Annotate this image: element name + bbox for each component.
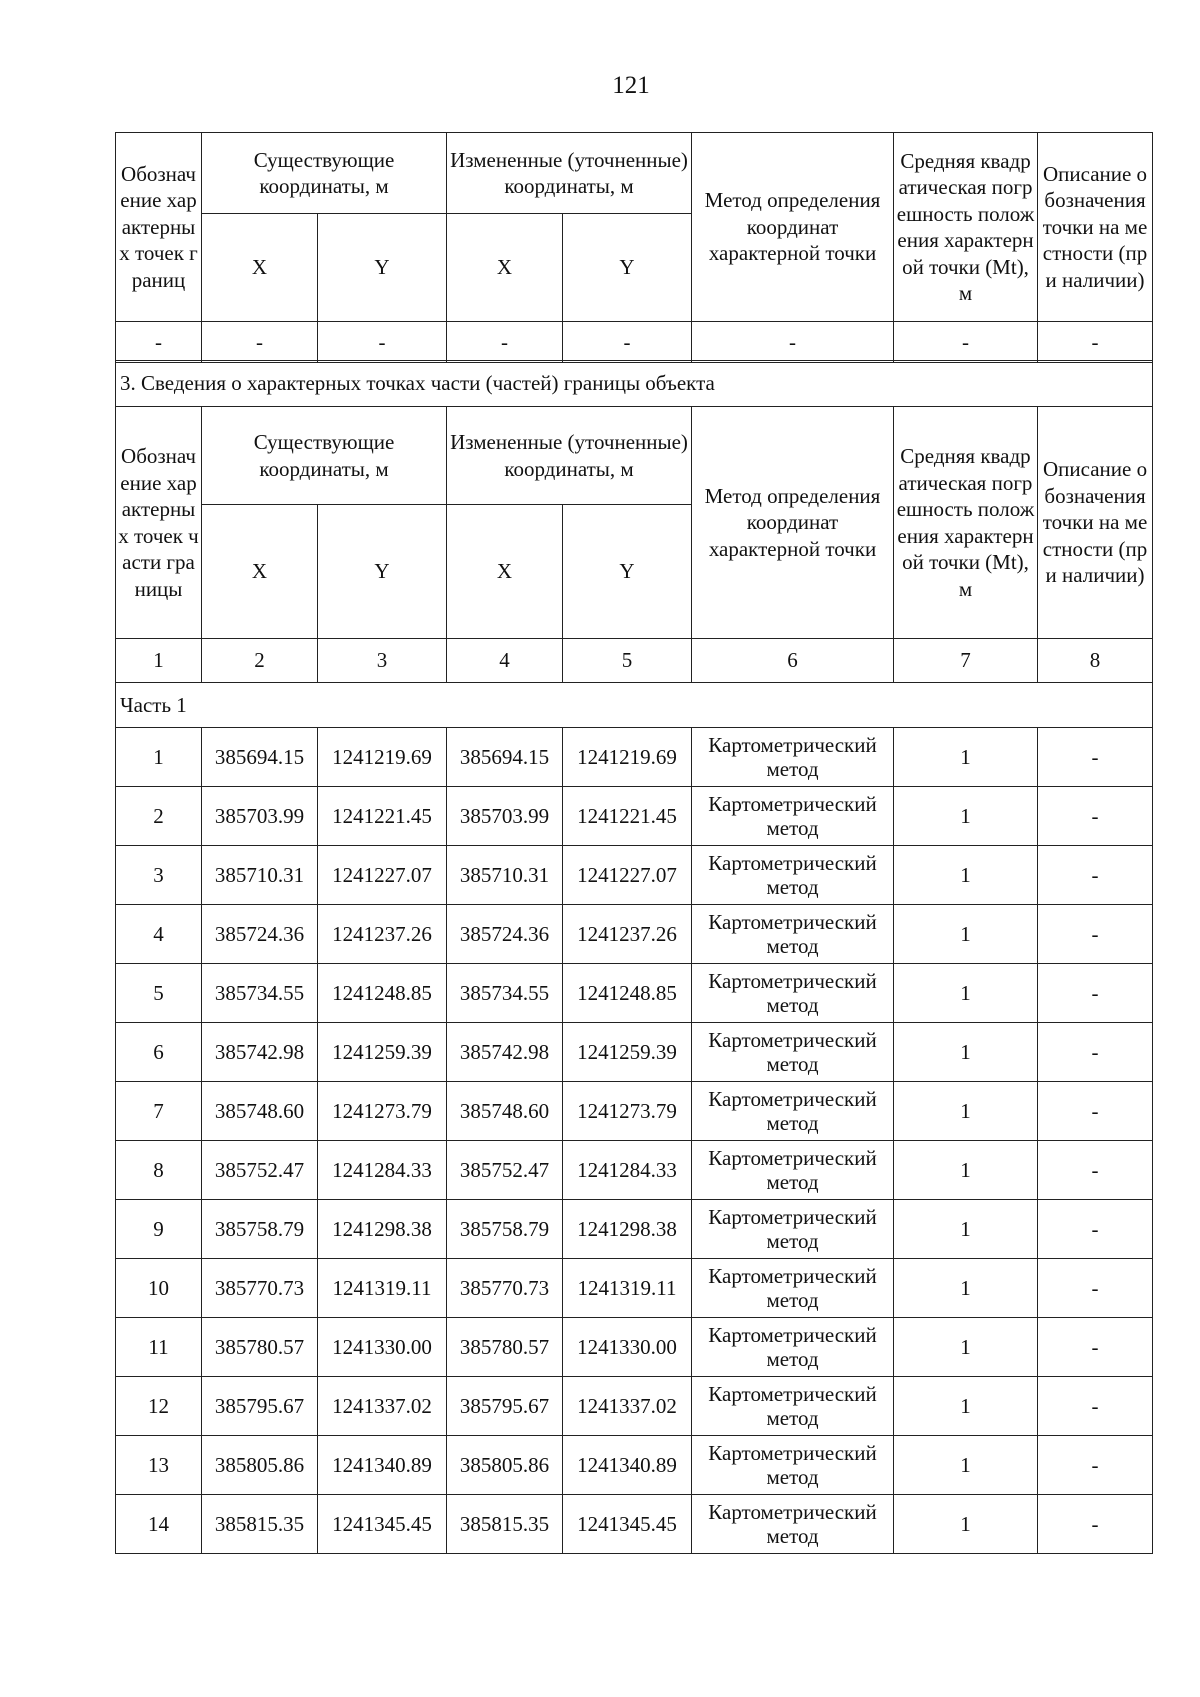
- header-x-existing: X: [202, 505, 318, 639]
- existing-y: 1241273.79: [318, 1082, 447, 1141]
- table-row: [116, 728, 1153, 787]
- point-number: 5: [116, 964, 202, 1023]
- accuracy-cell: 1: [894, 1082, 1038, 1141]
- changed-y: 1241345.45: [563, 1495, 692, 1554]
- point-number: 10: [116, 1259, 202, 1318]
- changed-y: 1241340.89: [563, 1436, 692, 1495]
- column-number: 5: [563, 639, 692, 683]
- existing-y: 1241337.02: [318, 1377, 447, 1436]
- accuracy-cell: 1: [894, 728, 1038, 787]
- empty-cell: -: [1038, 322, 1153, 363]
- changed-y: 1241330.00: [563, 1318, 692, 1377]
- column-number: 4: [447, 639, 563, 683]
- accuracy-cell: 1: [894, 1200, 1038, 1259]
- changed-x: 385734.55: [447, 964, 563, 1023]
- header-changed-coords: Измененные (уточненные) координаты, м: [447, 407, 692, 505]
- existing-x: 385724.36: [202, 905, 318, 964]
- empty-cell: -: [318, 322, 447, 363]
- accuracy-cell: 1: [894, 787, 1038, 846]
- changed-y: 1241284.33: [563, 1141, 692, 1200]
- changed-y: 1241221.45: [563, 787, 692, 846]
- point-number: 8: [116, 1141, 202, 1200]
- empty-cell: -: [202, 322, 318, 363]
- table-row: [116, 1318, 1153, 1377]
- existing-y: 1241219.69: [318, 728, 447, 787]
- existing-x: 385748.60: [202, 1082, 318, 1141]
- description-cell: -: [1038, 1259, 1153, 1318]
- accuracy-cell: 1: [894, 1023, 1038, 1082]
- method-cell: Картометрический метод: [692, 1436, 894, 1495]
- existing-y: 1241227.07: [318, 846, 447, 905]
- method-cell: Картометрический метод: [692, 1023, 894, 1082]
- table-row: [116, 846, 1153, 905]
- changed-x: 385805.86: [447, 1436, 563, 1495]
- header-y-changed: Y: [563, 214, 692, 322]
- changed-x: 385742.98: [447, 1023, 563, 1082]
- description-cell: -: [1038, 1023, 1153, 1082]
- table-row: [116, 964, 1153, 1023]
- existing-x: 385780.57: [202, 1318, 318, 1377]
- header-x-existing: X: [202, 214, 318, 322]
- description-cell: -: [1038, 905, 1153, 964]
- accuracy-cell: 1: [894, 1141, 1038, 1200]
- changed-x: 385748.60: [447, 1082, 563, 1141]
- part-boundary-points-table: [115, 360, 1153, 1554]
- changed-y: 1241298.38: [563, 1200, 692, 1259]
- column-number: 7: [894, 639, 1038, 683]
- description-cell: -: [1038, 1377, 1153, 1436]
- point-number: 9: [116, 1200, 202, 1259]
- table-row: [116, 1377, 1153, 1436]
- method-cell: Картометрический метод: [692, 1259, 894, 1318]
- existing-x: 385694.15: [202, 728, 318, 787]
- method-cell: Картометрический метод: [692, 1082, 894, 1141]
- accuracy-cell: 1: [894, 1436, 1038, 1495]
- method-cell: Картометрический метод: [692, 1318, 894, 1377]
- changed-y: 1241259.39: [563, 1023, 692, 1082]
- method-cell: Картометрический метод: [692, 1377, 894, 1436]
- existing-x: 385703.99: [202, 787, 318, 846]
- changed-x: 385770.73: [447, 1259, 563, 1318]
- point-number: 4: [116, 905, 202, 964]
- existing-x: 385758.79: [202, 1200, 318, 1259]
- description-cell: -: [1038, 787, 1153, 846]
- changed-y: 1241319.11: [563, 1259, 692, 1318]
- header-accuracy: Средняя квадратическая погрешность положения характерной точки (Mt), м: [894, 407, 1038, 639]
- method-cell: Картометрический метод: [692, 905, 894, 964]
- method-cell: Картометрический метод: [692, 1495, 894, 1554]
- changed-x: 385780.57: [447, 1318, 563, 1377]
- header-existing-coords: Существующие координаты, м: [202, 133, 447, 214]
- accuracy-cell: 1: [894, 964, 1038, 1023]
- table-row: [116, 1200, 1153, 1259]
- changed-x: 385752.47: [447, 1141, 563, 1200]
- changed-y: 1241273.79: [563, 1082, 692, 1141]
- header-y-existing: Y: [318, 214, 447, 322]
- changed-y: 1241219.69: [563, 728, 692, 787]
- existing-y: 1241319.11: [318, 1259, 447, 1318]
- table-row: [116, 1495, 1153, 1554]
- changed-x: 385703.99: [447, 787, 563, 846]
- header-description: Описание обозначения точки на местности (при наличии): [1038, 133, 1153, 322]
- description-cell: -: [1038, 1082, 1153, 1141]
- table-row: [116, 1141, 1153, 1200]
- existing-y: 1241284.33: [318, 1141, 447, 1200]
- existing-y: 1241340.89: [318, 1436, 447, 1495]
- existing-y: 1241237.26: [318, 905, 447, 964]
- description-cell: -: [1038, 846, 1153, 905]
- existing-y: 1241248.85: [318, 964, 447, 1023]
- existing-y: 1241298.38: [318, 1200, 447, 1259]
- existing-y: 1241345.45: [318, 1495, 447, 1554]
- method-cell: Картометрический метод: [692, 1200, 894, 1259]
- table-row: [116, 787, 1153, 846]
- point-number: 7: [116, 1082, 202, 1141]
- header-point-designation: Обозначение характерных точек части границы: [116, 407, 202, 639]
- changed-x: 385694.15: [447, 728, 563, 787]
- column-number: 1: [116, 639, 202, 683]
- existing-y: 1241330.00: [318, 1318, 447, 1377]
- header-x-changed: X: [447, 214, 563, 322]
- empty-cell: -: [447, 322, 563, 363]
- point-number: 2: [116, 787, 202, 846]
- existing-x: 385710.31: [202, 846, 318, 905]
- accuracy-cell: 1: [894, 1318, 1038, 1377]
- existing-x: 385770.73: [202, 1259, 318, 1318]
- method-cell: Картометрический метод: [692, 728, 894, 787]
- description-cell: -: [1038, 728, 1153, 787]
- changed-y: 1241248.85: [563, 964, 692, 1023]
- page-number: 121: [612, 72, 650, 99]
- method-cell: Картометрический метод: [692, 846, 894, 905]
- column-number: 3: [318, 639, 447, 683]
- empty-cell: -: [563, 322, 692, 363]
- description-cell: -: [1038, 1141, 1153, 1200]
- section-title: 3. Сведения о характерных точках части (частей) границы объекта: [116, 361, 1153, 407]
- header-existing-coords: Существующие координаты, м: [202, 407, 447, 505]
- changed-x: 385710.31: [447, 846, 563, 905]
- boundary-points-table: [115, 132, 1153, 363]
- table-row: [116, 1436, 1153, 1495]
- existing-y: 1241259.39: [318, 1023, 447, 1082]
- header-changed-coords: Измененные (уточненные) координаты, м: [447, 133, 692, 214]
- empty-cell: -: [894, 322, 1038, 363]
- table-body: [116, 728, 1153, 1554]
- header-description: Описание обозначения точки на местности (при наличии): [1038, 407, 1153, 639]
- description-cell: -: [1038, 1495, 1153, 1554]
- changed-y: 1241337.02: [563, 1377, 692, 1436]
- point-number: 6: [116, 1023, 202, 1082]
- header-method: Метод определения координат характерной точки: [692, 133, 894, 322]
- point-number: 3: [116, 846, 202, 905]
- header-y-existing: Y: [318, 505, 447, 639]
- description-cell: -: [1038, 964, 1153, 1023]
- accuracy-cell: 1: [894, 846, 1038, 905]
- accuracy-cell: 1: [894, 1495, 1038, 1554]
- description-cell: -: [1038, 1318, 1153, 1377]
- column-number: 8: [1038, 639, 1153, 683]
- empty-cell: -: [116, 322, 202, 363]
- column-number: 2: [202, 639, 318, 683]
- header-y-changed: Y: [563, 505, 692, 639]
- table-row: [116, 905, 1153, 964]
- point-number: 1: [116, 728, 202, 787]
- existing-x: 385805.86: [202, 1436, 318, 1495]
- changed-x: 385724.36: [447, 905, 563, 964]
- empty-cell: -: [692, 322, 894, 363]
- changed-x: 385815.35: [447, 1495, 563, 1554]
- table-row: [116, 1023, 1153, 1082]
- existing-x: 385795.67: [202, 1377, 318, 1436]
- part-label: Часть 1: [116, 683, 1153, 728]
- existing-x: 385742.98: [202, 1023, 318, 1082]
- existing-x: 385815.35: [202, 1495, 318, 1554]
- accuracy-cell: 1: [894, 1259, 1038, 1318]
- table-row: [116, 1259, 1153, 1318]
- changed-y: 1241227.07: [563, 846, 692, 905]
- existing-x: 385734.55: [202, 964, 318, 1023]
- header-method: Метод определения координат характерной точки: [692, 407, 894, 639]
- existing-y: 1241221.45: [318, 787, 447, 846]
- column-number: 6: [692, 639, 894, 683]
- description-cell: -: [1038, 1436, 1153, 1495]
- accuracy-cell: 1: [894, 1377, 1038, 1436]
- table-row: [116, 1082, 1153, 1141]
- changed-x: 385795.67: [447, 1377, 563, 1436]
- header-x-changed: X: [447, 505, 563, 639]
- description-cell: -: [1038, 1200, 1153, 1259]
- changed-x: 385758.79: [447, 1200, 563, 1259]
- point-number: 13: [116, 1436, 202, 1495]
- point-number: 12: [116, 1377, 202, 1436]
- accuracy-cell: 1: [894, 905, 1038, 964]
- point-number: 11: [116, 1318, 202, 1377]
- method-cell: Картометрический метод: [692, 787, 894, 846]
- changed-y: 1241237.26: [563, 905, 692, 964]
- header-accuracy: Средняя квадратическая погрешность положения характерной точки (Mt), м: [894, 133, 1038, 322]
- existing-x: 385752.47: [202, 1141, 318, 1200]
- header-point-designation: Обозначение характерных точек границ: [116, 133, 202, 322]
- method-cell: Картометрический метод: [692, 1141, 894, 1200]
- method-cell: Картометрический метод: [692, 964, 894, 1023]
- point-number: 14: [116, 1495, 202, 1554]
